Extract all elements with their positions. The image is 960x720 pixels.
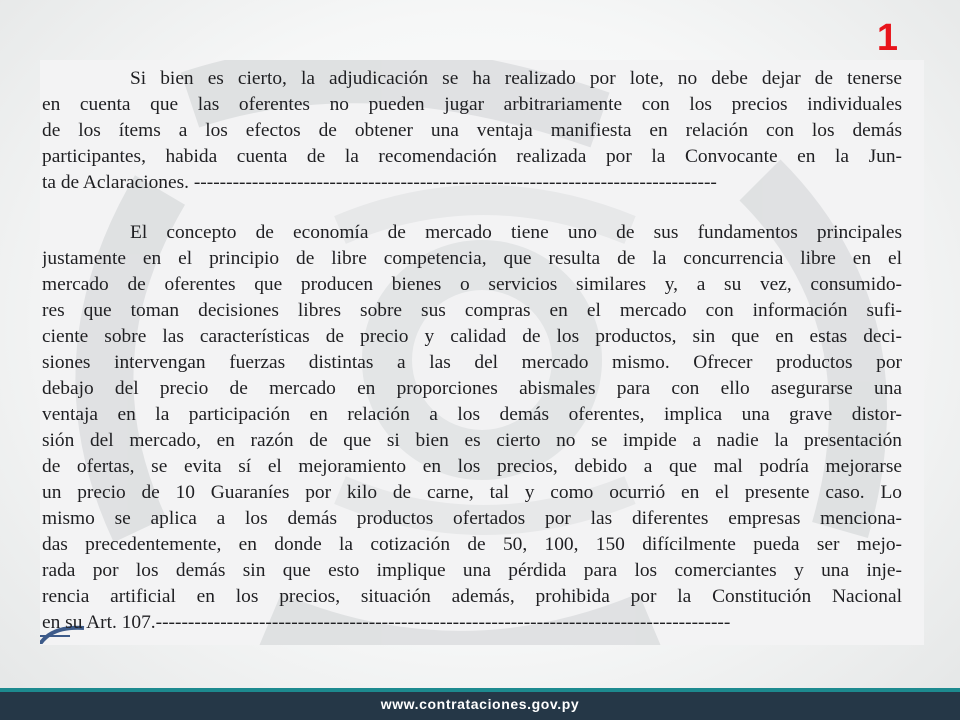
text-line: de ofertas, se evita sí el mejoramiento en los precios, debido a que mal podría mejorarse xyxy=(42,456,902,477)
text-line: en su Art. 107.----------------------------------------------------------------------------------------- xyxy=(42,612,731,633)
text-line: de los ítems a los efectos de obtener una ventaja manifiesta en relación con los demás xyxy=(42,120,902,141)
text-line: siones intervengan fuerzas distintas a las del mercado mismo. Ofrecer productos por xyxy=(42,352,902,373)
text-line: ciente sobre las características de precio y calidad de los productos, sin que en estas deci- xyxy=(42,326,902,347)
footer-bar xyxy=(0,692,960,720)
text-line: justamente en el principio de libre competencia, que resulta de la concurrencia libre en el xyxy=(42,248,902,269)
text-line: participantes, habida cuenta de la recomendación realizada por la Convocante en la Jun- xyxy=(42,146,902,167)
scanned-document xyxy=(40,60,924,645)
text-line: debajo del precio de mercado en proporciones abismales para con ello asegurarse una xyxy=(42,378,902,399)
text-line: rada por los demás sin que esto implique una pérdida para los comerciantes y una inje- xyxy=(42,560,902,581)
text-line: El concepto de economía de mercado tiene uno de sus fundamentos principales xyxy=(130,222,902,243)
text-line: un precio de 10 Guaraníes por kilo de carne, tal y como ocurrió en el presente caso. Lo xyxy=(42,482,902,503)
text-line: rencia artificial en los precios, situación además, prohibida por la Constitución Nacional xyxy=(42,586,902,607)
text-line: en cuenta que las oferentes no pueden jugar arbitrariamente con los precios individuales xyxy=(42,94,902,115)
slide-number: 1 xyxy=(876,17,898,59)
text-line: das precedentemente, en donde la cotización de 50, 100, 150 difícilmente pueda ser mejo- xyxy=(42,534,902,555)
text-line: ta de Aclaraciones. --------------------------------------------------------------------------------- xyxy=(42,172,717,193)
document-text xyxy=(40,60,924,645)
text-line: mercado de oferentes que producen bienes o servicios similares y, a su vez, consumido- xyxy=(42,274,902,295)
text-line: ventaja en la participación en relación a los demás oferentes, implica una grave distor- xyxy=(42,404,902,425)
text-line: mismo se aplica a los demás productos ofertados por las diferentes empresas menciona- xyxy=(42,508,902,529)
text-line: sión del mercado, en razón de que si bien es cierto no se impide a nadie la presentación xyxy=(42,430,902,451)
text-line: res que toman decisiones libres sobre sus compras en el mercado con información sufi- xyxy=(42,300,902,321)
footer-website-url: www.contrataciones.gov.py xyxy=(380,696,580,712)
text-line: Si bien es cierto, la adjudicación se ha realizado por lote, no debe dejar de tenerse xyxy=(130,68,902,89)
